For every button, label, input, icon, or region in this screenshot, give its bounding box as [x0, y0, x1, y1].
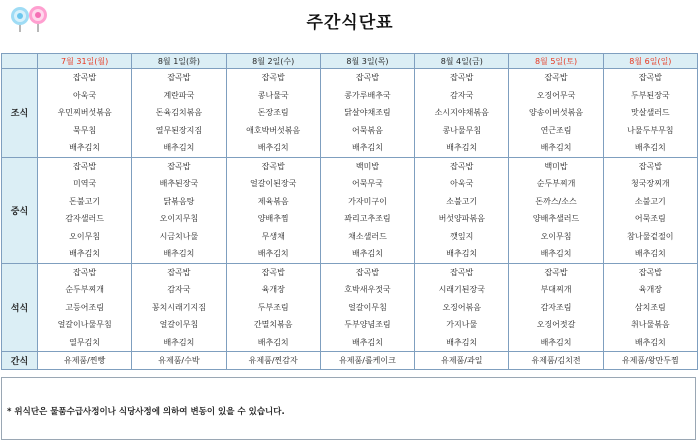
dish-name: 배추김치	[257, 143, 289, 152]
dish-name: 배추김치	[446, 337, 478, 347]
menu-cell	[320, 157, 414, 263]
menu-cell	[226, 69, 320, 158]
dish-name: 배추김치	[257, 249, 289, 258]
dish-name: 가자미구이	[348, 196, 387, 206]
dish-name: 호박새우젓국	[344, 285, 391, 294]
snack-cell: 유제품/김치전	[509, 352, 603, 370]
dish-name: 꽈리고추조림	[344, 214, 391, 223]
dish-name: 배추김치	[634, 337, 666, 347]
dish-name: 취나물볶음	[631, 320, 670, 329]
dish-name: 잡곡밥	[261, 73, 285, 82]
dish-name: 두부된장국	[631, 90, 670, 100]
menu-cell	[603, 263, 697, 352]
dish-name: 시금치나물	[159, 231, 199, 241]
dish-name: 순두부찌개	[65, 285, 104, 294]
dish-name: 삼치조림	[634, 302, 666, 312]
menu-cell	[226, 157, 320, 263]
dish-name: 순두부찌개	[536, 179, 576, 188]
dish-name: 소불고기	[446, 196, 478, 206]
notice-box	[1, 377, 696, 440]
menu-cell	[509, 157, 603, 263]
page-title: 주간식단표	[306, 13, 394, 33]
dish-name: 두부양념조림	[344, 320, 391, 329]
dish-name: 배추김치	[446, 249, 478, 258]
dish-name: 잡곡밥	[167, 73, 191, 82]
dish-name: 돈불고기	[69, 196, 101, 206]
dish-name: 감자국	[450, 90, 474, 100]
snack-cell: 유제품/찐감자	[226, 352, 320, 370]
menu-cell	[415, 157, 509, 263]
dish-name: 배추김치	[163, 337, 195, 347]
dish-name: 청국장찌개	[631, 179, 670, 188]
dish-name: 소불고기	[634, 196, 666, 206]
dish-name: 오이무침	[540, 231, 572, 241]
dish-name: 배추김치	[446, 143, 478, 152]
meal-row	[2, 69, 698, 158]
dish-name: 잡곡밥	[73, 267, 97, 277]
dish-name: 배추김치	[352, 249, 383, 258]
dish-name: 계란파국	[163, 90, 195, 100]
dish-name: 아욱국	[450, 179, 474, 188]
day-header: 8월 2일(수)	[226, 54, 320, 69]
snack-label: 간식	[2, 352, 38, 370]
snack-cell: 유제품/찐빵	[38, 352, 132, 370]
dish-name: 닭살야채조림	[344, 108, 391, 117]
meal-label: 석식	[2, 263, 38, 352]
dish-name: 잡곡밥	[73, 161, 97, 171]
header-corner	[2, 54, 38, 69]
menu-cell	[38, 69, 132, 158]
dish-name: 얼갈이무침	[159, 320, 199, 329]
meal-label: 중식	[2, 157, 38, 263]
menu-cell	[38, 263, 132, 352]
dish-name: 배추김치	[69, 143, 101, 152]
dish-name: 맛살샐러드	[631, 108, 670, 117]
dish-name: 오징어젓갈	[536, 320, 576, 329]
dish-name: 소시지야채볶음	[434, 108, 489, 117]
dish-name: 배추김치	[540, 143, 572, 152]
dish-name: 어묵무국	[352, 179, 383, 188]
menu-cell	[603, 157, 697, 263]
dish-name: 고등어조림	[65, 302, 104, 312]
dish-name: 잡곡밥	[355, 267, 380, 277]
dish-name: 가지나물	[446, 320, 478, 329]
dish-name: 육개장	[261, 285, 285, 294]
dish-name: 잡곡밥	[638, 73, 662, 82]
dish-name: 간멸치볶음	[253, 320, 293, 329]
day-header: 8월 6일(일)	[603, 54, 697, 69]
dish-name: 얼갈이나물무침	[57, 320, 112, 329]
dish-name: 잡곡밥	[167, 267, 191, 277]
dish-name: 배추김치	[634, 143, 666, 152]
dish-name: 열무된장지짐	[155, 125, 203, 135]
weekly-menu-table	[1, 53, 698, 370]
dish-name: 열무김치	[69, 337, 101, 347]
dish-name: 버섯양파볶음	[438, 214, 485, 223]
day-header: 8월 5일(토)	[509, 54, 603, 69]
menu-cell	[509, 69, 603, 158]
dish-name: 잡곡밥	[544, 267, 568, 277]
dish-name: 오이지무침	[159, 214, 199, 223]
dish-name: 잡곡밥	[544, 73, 568, 82]
dish-name: 배추김치	[352, 337, 383, 347]
menu-cell	[415, 263, 509, 352]
dish-name: 참나물겉절이	[627, 231, 674, 241]
dish-name: 얼갈이무침	[348, 302, 387, 312]
dish-name: 얼갈이된장국	[250, 179, 297, 188]
dish-name: 돈육김치볶음	[155, 108, 203, 117]
dish-name: 배추김치	[352, 143, 383, 152]
dish-name: 오이무침	[69, 231, 101, 241]
dish-name: 잡곡밥	[261, 267, 285, 277]
dish-name: 두부조림	[257, 302, 289, 312]
snack-cell: 유제품/과일	[415, 352, 509, 370]
dish-name: 깻잎지	[450, 231, 474, 241]
dish-name: 잡곡밥	[450, 161, 474, 171]
dish-name: 잡곡밥	[450, 267, 474, 277]
day-header: 7월 31일(월)	[38, 54, 132, 69]
dish-name: 백미밥	[355, 161, 380, 171]
snack-cell: 유제품/롤케이크	[320, 352, 414, 370]
menu-cell	[415, 69, 509, 158]
menu-cell	[603, 69, 697, 158]
menu-cell	[226, 263, 320, 352]
dish-name: 콩가루배추국	[344, 90, 391, 100]
dish-name: 미역국	[73, 179, 97, 188]
menu-cell	[132, 69, 226, 158]
day-header: 8월 3일(목)	[320, 54, 414, 69]
dish-name: 양배추찜	[257, 214, 289, 223]
dish-name: 배추김치	[69, 249, 101, 258]
menu-cell	[320, 263, 414, 352]
dish-name: 배추김치	[163, 143, 195, 152]
dish-name: 우민찌버섯볶음	[57, 108, 112, 117]
dish-name: 오징어볶음	[442, 302, 482, 312]
dish-name: 잡곡밥	[638, 267, 662, 277]
dish-name: 배추김치	[540, 337, 572, 347]
dish-name: 잡곡밥	[638, 161, 662, 171]
dish-name: 제육볶음	[257, 196, 289, 206]
dish-name: 아욱국	[73, 90, 97, 100]
dish-name: 육개장	[638, 285, 662, 294]
dish-name: 잡곡밥	[73, 73, 97, 82]
meal-row	[2, 263, 698, 352]
dish-name: 양송이버섯볶음	[528, 108, 584, 117]
meal-row	[2, 157, 698, 263]
menu-cell	[132, 157, 226, 263]
menu-cell	[320, 69, 414, 158]
dish-name: 무생채	[261, 231, 285, 241]
dish-name: 감자조림	[540, 302, 572, 312]
dish-name: 잡곡밥	[450, 73, 474, 82]
dish-name: 배추김치	[163, 249, 195, 258]
dish-name: 부대찌개	[540, 285, 572, 294]
menu-cell	[509, 263, 603, 352]
dish-name: 나물두부무침	[627, 125, 674, 135]
dish-name: 배추된장국	[159, 179, 199, 188]
dish-name: 애호박버섯볶음	[246, 125, 301, 135]
snack-cell: 유제품/수박	[132, 352, 226, 370]
dish-name: 감자샐러드	[65, 214, 104, 223]
dish-name: 배추김치	[257, 337, 289, 347]
dish-name: 백미밥	[544, 161, 568, 171]
dish-name: 배추김치	[540, 249, 572, 258]
dish-name: 잡곡밥	[355, 73, 380, 82]
dish-name: 콩나물국	[257, 90, 289, 100]
notice-text: * 위식단은 물품수급사정이나 식당사정에 의하여 변동이 있을 수 있습니다.	[7, 407, 285, 417]
dish-name: 묵무침	[73, 125, 97, 135]
dish-name: 배추김치	[634, 249, 666, 258]
dish-name: 꽁치시래기지짐	[151, 302, 206, 312]
day-header-row	[2, 54, 698, 69]
dish-name: 오징어무국	[536, 90, 576, 100]
dish-name: 닭볶음탕	[163, 196, 195, 206]
dish-name: 채소샐러드	[348, 231, 387, 241]
dish-name: 양배추샐러드	[532, 214, 580, 223]
dish-name: 돈까스/소스	[535, 196, 577, 206]
snack-cell: 유제품/왕만두찜	[603, 352, 697, 370]
dish-name: 콩나물무침	[442, 125, 482, 135]
dish-name: 잡곡밥	[261, 161, 285, 171]
day-header: 8월 4일(금)	[415, 54, 509, 69]
dish-name: 감자국	[167, 285, 191, 294]
day-header: 8월 1일(화)	[132, 54, 226, 69]
dish-name: 어묵조림	[634, 214, 666, 223]
dish-name: 시래기된장국	[438, 285, 485, 294]
meal-label: 조식	[2, 69, 38, 158]
dish-name: 연근조림	[540, 125, 572, 135]
dish-name: 어묵볶음	[352, 125, 383, 135]
menu-cell	[132, 263, 226, 352]
dish-name: 돈장조림	[257, 108, 289, 117]
snack-row	[2, 352, 698, 370]
menu-cell	[38, 157, 132, 263]
dish-name: 잡곡밥	[167, 161, 191, 171]
